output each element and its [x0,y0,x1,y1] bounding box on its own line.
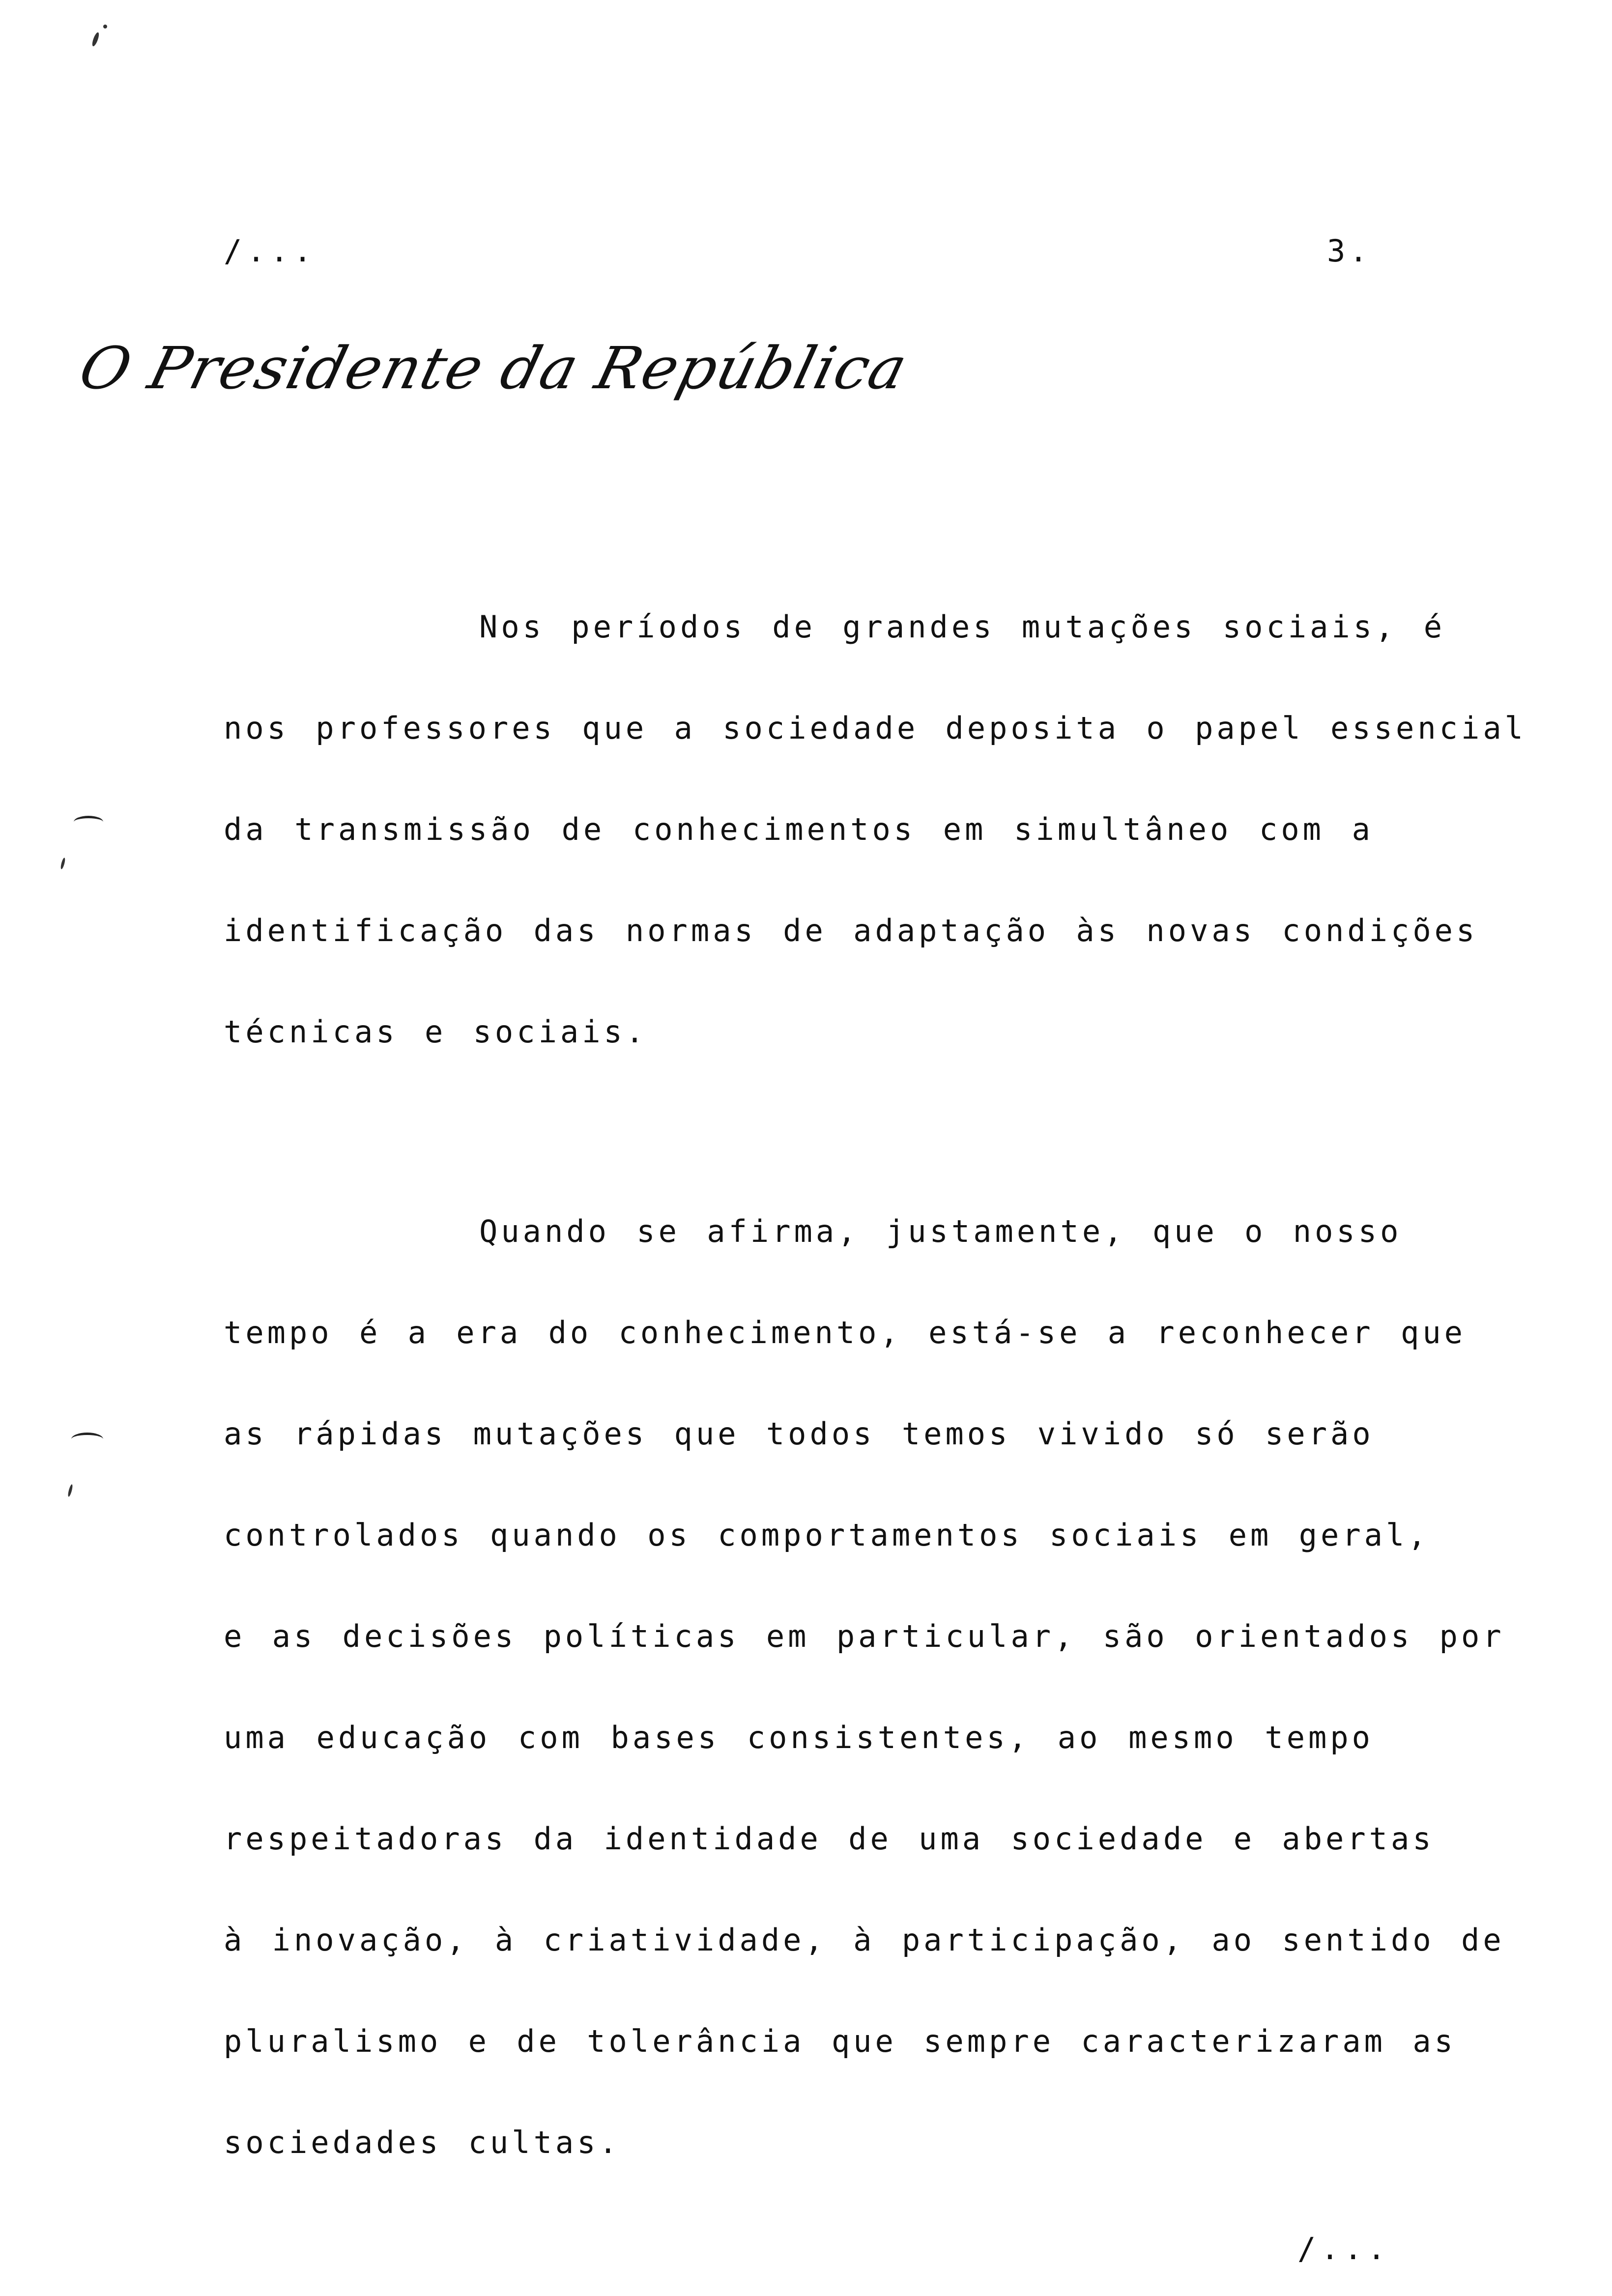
text-line: identificação das normas de adaptação às novas condições [224,913,1478,948]
text-line: tempo é a era do conhecimento, está-se a reconhecer que [224,1315,1466,1350]
paragraph-gap [224,1118,1374,1216]
text-line: técnicas e sociais. [224,1014,648,1050]
text-line: uma educação com bases consistentes, ao mesmo tempo [224,1720,1374,1755]
paragraph [224,1213,1505,2229]
scan-speck [60,858,66,870]
letterhead-title: O Presidente da República [73,334,915,402]
page-number: 3. [1327,233,1372,269]
margin-mark [74,816,103,828]
paragraph [224,609,1526,1118]
footer-continuation-mark: /... [1297,2231,1391,2267]
body-text [224,609,1526,2229]
scan-speck [103,25,107,29]
text-line: controlados quando os comportamentos sociais em geral, [224,1517,1430,1553]
text-line: Quando se afirma, justamente, que o nosso [479,1213,1402,1249]
text-line: e as decisões políticas em particular, são orientados por [224,1618,1505,1654]
text-line: Nos períodos de grandes mutações sociais, é [479,609,1446,645]
text-line: respeitadoras da identidade de uma sociedade e abertas [224,1821,1435,1857]
text-line: as rápidas mutações que todos temos vivido só serão [224,1416,1374,1452]
scan-speck [67,1484,74,1497]
text-line: da transmissão de conhecimentos em simultâneo com a [224,811,1374,847]
text-line: sociedades cultas. [224,2124,621,2160]
text-line: à inovação, à criatividade, à participação, ao sentido de [224,1922,1505,1958]
scan-speck [91,31,100,47]
text-line: pluralismo e de tolerância que sempre caracterizaram as [224,2023,1456,2059]
margin-mark [71,1433,103,1446]
header-continuation-mark: /... [224,233,317,269]
text-line: nos professores que a sociedade deposita o papel essencial [224,710,1526,746]
